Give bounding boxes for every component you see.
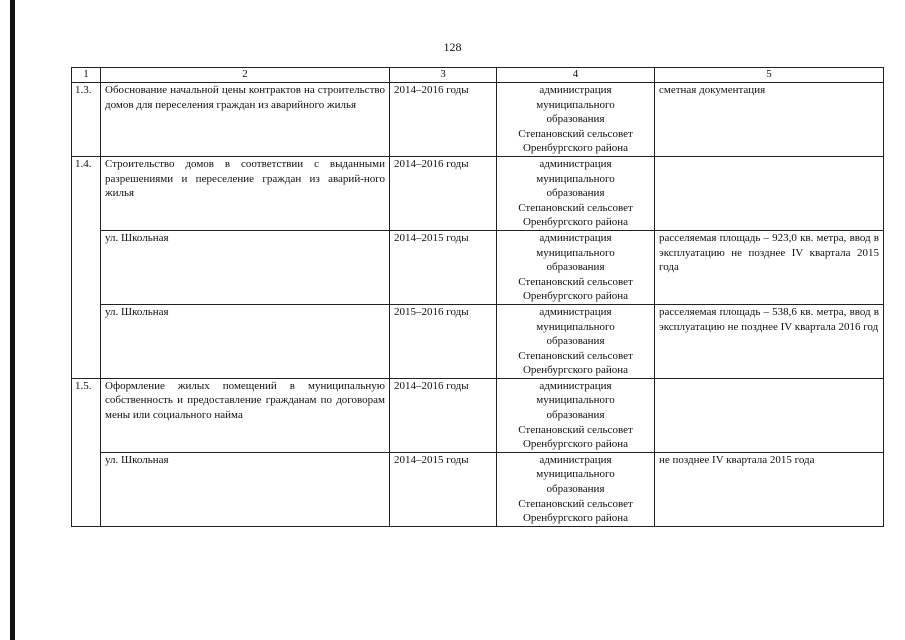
row-number: 1.5.	[72, 378, 101, 526]
executor-line: Степановский сельсовет	[518, 423, 633, 436]
executor-line: Степановский сельсовет	[518, 497, 633, 510]
measures-table	[71, 67, 884, 527]
executor-line: муниципального	[536, 172, 615, 185]
executor-cell	[497, 378, 655, 452]
executor-line: муниципального	[536, 394, 615, 407]
period-cell: 2014–2015 годы	[390, 452, 497, 526]
executor-line: образования	[546, 187, 605, 200]
executor-line: администрация	[539, 453, 612, 466]
measure-description: ул. Школьная	[101, 452, 390, 526]
executor-line: Степановский сельсовет	[518, 201, 633, 214]
executor-line: Оренбургского района	[522, 512, 629, 525]
header-col-4: 4	[497, 68, 655, 83]
header-col-2: 2	[101, 68, 390, 83]
executor-line: Оренбургского района	[522, 216, 629, 229]
period-cell: 2014–2015 годы	[390, 230, 497, 304]
result-cell	[655, 378, 884, 452]
header-col-3: 3	[390, 68, 497, 83]
row-number: 1.4.	[72, 156, 101, 378]
executor-line: муниципального	[536, 98, 615, 111]
executor-line: образования	[546, 261, 605, 274]
executor-line: Степановский сельсовет	[518, 275, 633, 288]
executor-line: образования	[546, 335, 605, 348]
executor-cell	[497, 156, 655, 230]
measure-description: ул. Школьная	[101, 304, 390, 378]
result-cell	[655, 156, 884, 230]
period-cell: 2015–2016 годы	[390, 304, 497, 378]
table-row	[72, 452, 884, 526]
table-row	[72, 156, 884, 230]
executor-line: Оренбургского района	[522, 438, 629, 451]
executor-line: Оренбургского района	[522, 142, 629, 155]
executor-line: администрация	[539, 305, 612, 318]
period-cell: 2014–2016 годы	[390, 156, 497, 230]
binding-edge-line	[10, 0, 15, 640]
executor-cell	[497, 230, 655, 304]
table-row	[72, 230, 884, 304]
header-col-5: 5	[655, 68, 884, 83]
table-row	[72, 83, 884, 157]
executor-line: образования	[546, 483, 605, 496]
executor-line: администрация	[539, 84, 612, 96]
row-number: 1.3.	[72, 83, 101, 157]
measure-description: Оформление жилых помещений в муниципальную собственность и предоставление гражданам по договорам мены или социального найма	[101, 378, 390, 452]
result-cell: сметная документация	[655, 83, 884, 157]
table-row	[72, 378, 884, 452]
result-cell: не позднее IV квартала 2015 года	[655, 452, 884, 526]
executor-line: Оренбургского района	[522, 290, 629, 303]
executor-line: муниципального	[536, 246, 615, 259]
executor-line: муниципального	[536, 320, 615, 333]
table-row	[72, 304, 884, 378]
executor-line: Оренбургского района	[522, 364, 629, 377]
period-cell: 2014–2016 годы	[390, 378, 497, 452]
executor-cell	[497, 452, 655, 526]
executor-cell	[497, 304, 655, 378]
executor-line: Степановский сельсовет	[518, 349, 633, 362]
page-number: 128	[443, 40, 462, 54]
measure-description: ул. Школьная	[101, 230, 390, 304]
header-col-1: 1	[72, 68, 101, 83]
executor-line: образования	[546, 113, 605, 126]
executor-line: администрация	[539, 157, 612, 170]
executor-cell	[497, 83, 655, 157]
measure-description: Строительство домов в соответствии с выданными разрешениями и переселение граждан из аварий-ного жилья	[101, 156, 390, 230]
executor-line: администрация	[539, 231, 612, 244]
executor-line: администрация	[539, 379, 612, 392]
result-cell: расселяемая площадь – 538,6 кв. метра, ввод в эксплуатацию не позднее IV квартала 2016 год	[655, 304, 884, 378]
executor-line: Степановский сельсовет	[518, 127, 633, 140]
result-cell: расселяемая площадь – 923,0 кв. метра, ввод в эксплуатацию не позднее IV квартала 2015 года	[655, 230, 884, 304]
measure-description: Обоснование начальной цены контрактов на строительство домов для переселения граждан из аварийного жилья	[101, 83, 390, 157]
header-row	[72, 68, 884, 83]
executor-line: муниципального	[536, 468, 615, 481]
executor-line: образования	[546, 409, 605, 422]
period-cell: 2014–2016 годы	[390, 83, 497, 157]
